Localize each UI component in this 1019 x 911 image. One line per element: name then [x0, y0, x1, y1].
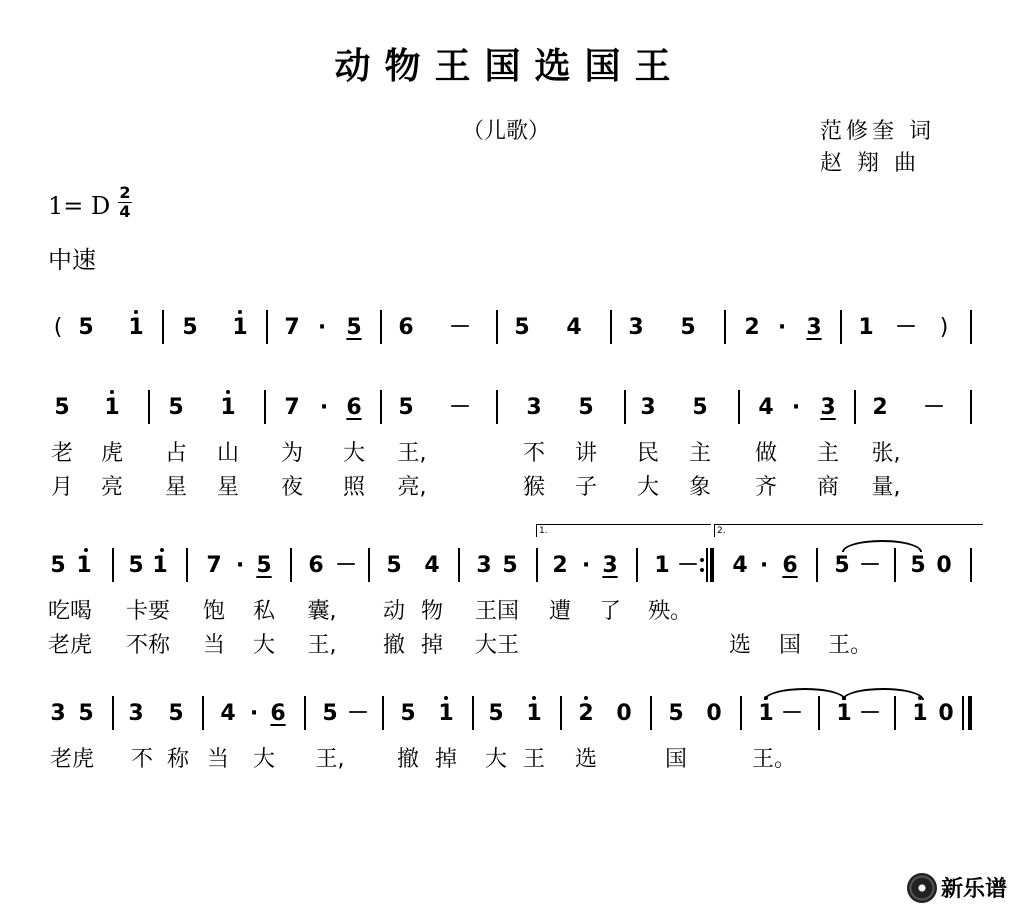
note: 5 — [256, 553, 272, 578]
song-subtitle: （儿歌） — [462, 119, 551, 144]
site-logo[interactable] — [907, 872, 1007, 903]
lyric: 饱 — [202, 599, 226, 624]
lyric: 了 — [598, 599, 622, 624]
barline — [706, 548, 708, 582]
note: 2 — [744, 315, 760, 340]
lyric: 大 — [636, 475, 660, 500]
lyric: 月 — [50, 475, 74, 500]
note: 6 — [782, 553, 798, 578]
octave-dot — [764, 696, 768, 700]
barline — [636, 548, 638, 582]
lyric: 卡要 — [125, 599, 171, 624]
lyric: 星 — [164, 475, 188, 500]
note: 3 — [476, 553, 492, 578]
note: 5 — [910, 553, 926, 578]
note: 1 — [128, 315, 144, 340]
volta-1: 1. — [536, 524, 711, 537]
barline — [894, 548, 896, 582]
prelude-close: ) — [939, 315, 949, 340]
note: 5 — [668, 701, 684, 726]
lyric: 老虎 — [49, 747, 95, 772]
note: 3 — [628, 315, 644, 340]
barline — [112, 696, 114, 730]
lyric: 亮, — [397, 475, 427, 500]
barline — [738, 390, 740, 424]
octave-dot — [842, 696, 846, 700]
lyric: 遭 — [548, 599, 572, 624]
note: － — [922, 395, 946, 420]
lyric: 大 — [252, 747, 276, 772]
final-barline — [968, 696, 972, 730]
octave-dot — [134, 310, 138, 314]
note: 5 — [692, 395, 708, 420]
barline — [970, 310, 972, 344]
lyric: 王。 — [827, 633, 873, 658]
barline — [560, 696, 562, 730]
lyric: 大 — [252, 633, 276, 658]
lyric: 商 — [816, 475, 840, 500]
note: 0 — [936, 553, 952, 578]
lyric: 星 — [216, 475, 240, 500]
barline — [624, 390, 626, 424]
song-title: 动物王国选国王 — [334, 45, 685, 87]
note: 5 — [182, 315, 198, 340]
note: 3 — [526, 395, 542, 420]
barline — [970, 390, 972, 424]
lyric: 私 — [252, 599, 276, 624]
note: － — [858, 701, 882, 726]
barline — [266, 310, 268, 344]
note: 5 — [128, 553, 144, 578]
note: － — [894, 315, 918, 340]
repeat-dot — [700, 558, 704, 562]
barline — [816, 548, 818, 582]
lyric: 王国 — [474, 599, 520, 624]
barline — [472, 696, 474, 730]
octave-dot — [160, 548, 164, 552]
prelude-open: ( — [53, 315, 63, 340]
barline — [854, 390, 856, 424]
note: 0 — [616, 701, 632, 726]
lyric: 亮 — [100, 475, 124, 500]
note: － — [346, 701, 370, 726]
time-signature — [118, 184, 132, 221]
lyric: 掉 — [420, 633, 444, 658]
lyric: 主 — [816, 441, 840, 466]
octave-dot — [584, 696, 588, 700]
note: 4 — [220, 701, 236, 726]
lyric: 王 — [522, 747, 546, 772]
lyric: 照 — [342, 475, 366, 500]
note: － — [448, 315, 472, 340]
octave-dot — [238, 310, 242, 314]
barline — [650, 696, 652, 730]
note: 5 — [50, 553, 66, 578]
note: 5 — [346, 315, 362, 340]
note: 5 — [514, 315, 530, 340]
octave-dot — [226, 390, 230, 394]
lyric: 撤 — [382, 633, 406, 658]
note: 7 — [284, 315, 300, 340]
note: 5 — [168, 395, 184, 420]
note: 7 — [206, 553, 222, 578]
octave-dot — [110, 390, 114, 394]
lyric: 动 — [382, 599, 406, 624]
octave-dot — [84, 548, 88, 552]
lyric: 不 — [130, 747, 154, 772]
note: 6 — [346, 395, 362, 420]
barline — [496, 310, 498, 344]
note: 5 — [834, 553, 850, 578]
note: 1 — [912, 701, 928, 726]
lyric: 王, — [307, 633, 337, 658]
note: 5 — [502, 553, 518, 578]
lyric: 囊, — [307, 599, 337, 624]
lyric: 不 — [522, 441, 546, 466]
note: 5 — [398, 395, 414, 420]
lyric: 国 — [664, 747, 688, 772]
note: 3 — [806, 315, 822, 340]
note: 5 — [680, 315, 696, 340]
note: 1 — [220, 395, 236, 420]
octave-dot — [532, 696, 536, 700]
barline — [458, 548, 460, 582]
lyric: 做 — [754, 441, 778, 466]
octave-dot — [444, 696, 448, 700]
time-signature-top: 2 — [119, 183, 131, 202]
note: 4 — [566, 315, 582, 340]
lyric: 称 — [166, 747, 190, 772]
lyric: 物 — [420, 599, 444, 624]
barline — [290, 548, 292, 582]
lyric: 老 — [50, 441, 74, 466]
barline — [740, 696, 742, 730]
barline — [496, 390, 498, 424]
note: · — [319, 395, 329, 420]
lyric: 王, — [397, 441, 427, 466]
note: － — [858, 553, 882, 578]
barline — [962, 696, 964, 730]
lyric: 虎 — [100, 441, 124, 466]
barline — [894, 696, 896, 730]
lyric: 不称 — [125, 633, 171, 658]
octave-dot — [918, 696, 922, 700]
barline — [162, 310, 164, 344]
barline — [112, 548, 114, 582]
lyric: 山 — [216, 441, 240, 466]
note: 1 — [526, 701, 542, 726]
barline — [382, 696, 384, 730]
note: 2 — [872, 395, 888, 420]
lyric: 老虎 — [47, 633, 93, 658]
note: 5 — [386, 553, 402, 578]
lyric: 撤 — [396, 747, 420, 772]
note: 3 — [640, 395, 656, 420]
barline — [380, 310, 382, 344]
note: 6 — [308, 553, 324, 578]
volta-2: 2. — [714, 524, 983, 537]
note: · — [249, 701, 259, 726]
note: 6 — [398, 315, 414, 340]
note: 1 — [758, 701, 774, 726]
note: 0 — [938, 701, 954, 726]
site-logo-text: 新乐谱 — [940, 877, 1007, 902]
lyric: 主 — [688, 441, 712, 466]
lyric: 大 — [484, 747, 508, 772]
note: 1 — [836, 701, 852, 726]
lyric: 国 — [778, 633, 802, 658]
barline — [840, 310, 842, 344]
lyric: 大 — [342, 441, 366, 466]
time-signature-bottom: 4 — [119, 202, 131, 221]
note: 3 — [602, 553, 618, 578]
note: 2 — [552, 553, 568, 578]
lyric: 当 — [206, 747, 230, 772]
note: · — [791, 395, 801, 420]
record-disc-icon — [907, 873, 937, 903]
note: · — [777, 315, 787, 340]
note: 3 — [128, 701, 144, 726]
note: － — [334, 553, 358, 578]
barline — [264, 390, 266, 424]
note: － — [780, 701, 804, 726]
note: 7 — [284, 395, 300, 420]
lyric: 殃。 — [647, 599, 693, 624]
lyric: 量, — [871, 475, 901, 500]
lyric: 齐 — [754, 475, 778, 500]
lyric: 选 — [728, 633, 752, 658]
lyric: 民 — [636, 441, 660, 466]
barline — [970, 548, 972, 582]
lyric: 张, — [871, 441, 901, 466]
note: 0 — [706, 701, 722, 726]
barline — [610, 310, 612, 344]
note: 1 — [438, 701, 454, 726]
note: 1 — [76, 553, 92, 578]
lyric: 选 — [574, 747, 598, 772]
barline — [304, 696, 306, 730]
note: － — [448, 395, 472, 420]
repeat-dot — [700, 568, 704, 572]
barline — [148, 390, 150, 424]
lyric: 为 — [280, 441, 304, 466]
note: 5 — [488, 701, 504, 726]
lyric: 象 — [688, 475, 712, 500]
barline — [818, 696, 820, 730]
note: · — [581, 553, 591, 578]
lyric: 子 — [574, 475, 598, 500]
note: 5 — [322, 701, 338, 726]
tie — [842, 540, 922, 552]
note: · — [317, 315, 327, 340]
lyric: 讲 — [574, 441, 598, 466]
lyric: 王。 — [751, 747, 797, 772]
note: · — [235, 553, 245, 578]
barline — [380, 390, 382, 424]
note: 5 — [168, 701, 184, 726]
lyric: 当 — [202, 633, 226, 658]
lyric: 夜 — [280, 475, 304, 500]
barline — [536, 548, 538, 582]
lyric: 王, — [315, 747, 345, 772]
note: 1 — [858, 315, 874, 340]
note: 4 — [732, 553, 748, 578]
lyricist-credit: 范修奎 词 — [820, 119, 935, 144]
composer-credit: 赵 翔 曲 — [820, 151, 920, 176]
tie — [842, 688, 924, 700]
lyric: 猴 — [522, 475, 546, 500]
lyric: 大王 — [474, 633, 520, 658]
note: 6 — [270, 701, 286, 726]
key-signature: 1= D — [48, 192, 111, 220]
note: 4 — [758, 395, 774, 420]
note: － — [676, 553, 700, 578]
note: 5 — [78, 701, 94, 726]
barline — [202, 696, 204, 730]
note: 1 — [654, 553, 670, 578]
note: 4 — [424, 553, 440, 578]
note: 1 — [152, 553, 168, 578]
lyric: 占 — [164, 441, 188, 466]
lyric: 掉 — [434, 747, 458, 772]
note: 5 — [78, 315, 94, 340]
note: · — [759, 553, 769, 578]
note: 5 — [578, 395, 594, 420]
note: 3 — [50, 701, 66, 726]
note: 5 — [400, 701, 416, 726]
note: 1 — [104, 395, 120, 420]
tie — [764, 688, 846, 700]
lyric: 吃喝 — [47, 599, 93, 624]
barline — [368, 548, 370, 582]
repeat-barline — [710, 548, 714, 582]
barline — [724, 310, 726, 344]
note: 2 — [578, 701, 594, 726]
barline — [186, 548, 188, 582]
note: 3 — [820, 395, 836, 420]
tempo-marking: 中速 — [48, 246, 96, 274]
note: 5 — [54, 395, 70, 420]
note: 1 — [232, 315, 248, 340]
